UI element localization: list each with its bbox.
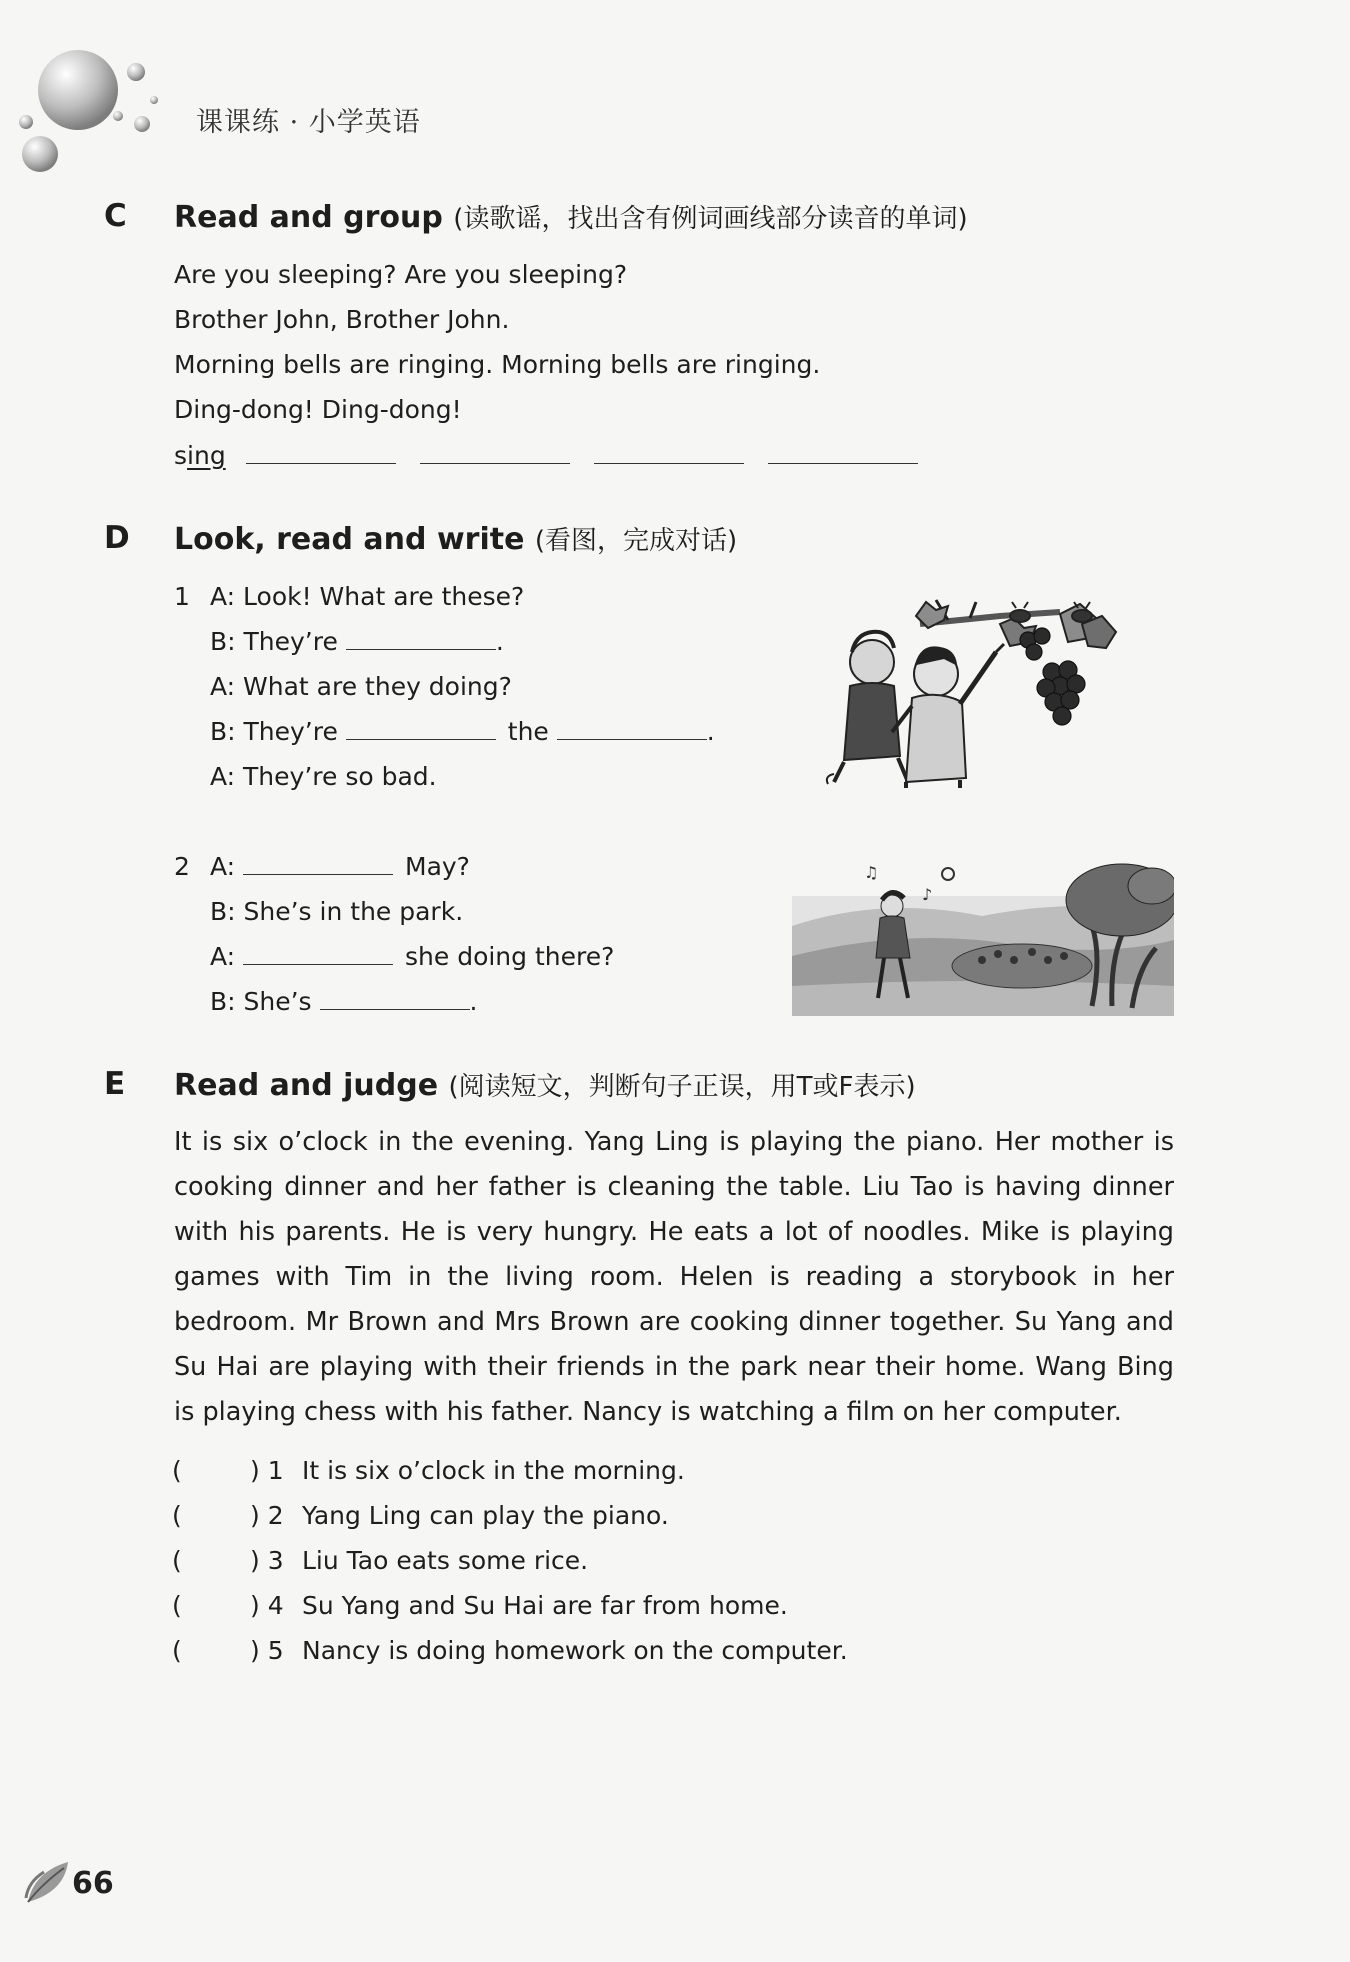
q2-line: B: She’s . <box>210 987 478 1016</box>
section-c-letter: C <box>104 198 127 234</box>
judge-item: ( ) 3 Liu Tao eats some rice. <box>172 1546 589 1575</box>
song-line: Brother John, Brother John. <box>174 305 510 334</box>
example-word-row <box>174 441 918 470</box>
boys-looking-at-grapes-illustration <box>820 594 1140 790</box>
section-e-title-zh: (阅读短文，判断句子正误，用T或F表示) <box>448 1072 916 1102</box>
q1-line: A: They’re so bad. <box>210 762 437 791</box>
q2-number: 2 <box>174 852 190 881</box>
section-c-title-zh: (读歌谣，找出含有例词画线部分读音的单词) <box>453 204 968 234</box>
girl-in-park-illustration <box>792 856 1174 1016</box>
answer-blank[interactable] <box>346 627 496 650</box>
svg-text:♪: ♪ <box>922 885 933 904</box>
page-number: 66 <box>72 1866 114 1901</box>
judge-item: ( ) 5 Nancy is doing homework on the computer. <box>172 1636 848 1665</box>
q1-line: B: They’re the . <box>210 717 715 746</box>
judge-item: ( ) 1 It is six o’clock in the morning. <box>172 1456 685 1485</box>
section-e-title <box>174 1066 916 1103</box>
answer-blank[interactable] <box>243 942 393 965</box>
answer-blank[interactable] <box>320 987 470 1010</box>
leaf-icon <box>24 1858 74 1906</box>
section-d-title <box>174 520 737 557</box>
q2-line: A: she doing there? <box>210 942 615 971</box>
section-d-letter: D <box>104 520 130 556</box>
answer-blank[interactable] <box>346 717 496 740</box>
q1-line: A: Look! What are these? <box>210 582 525 611</box>
section-d-title-en: Look, read and write <box>174 522 525 557</box>
song-line: Ding-dong! Ding-dong! <box>174 395 462 424</box>
section-e-letter: E <box>104 1066 126 1102</box>
example-word-underlined-part: ing <box>187 441 226 470</box>
answer-blank[interactable] <box>420 441 570 464</box>
q1-line: A: What are they doing? <box>210 672 512 701</box>
section-c-title <box>174 198 968 235</box>
bubbles-icon <box>14 44 164 184</box>
section-d-title-zh: (看图，完成对话) <box>534 526 738 556</box>
q1-number: 1 <box>174 582 190 611</box>
section-e-title-en: Read and judge <box>174 1068 439 1103</box>
answer-blank[interactable] <box>246 441 396 464</box>
answer-blank[interactable] <box>768 441 918 464</box>
q2-line: A: May? <box>210 852 470 881</box>
section-c-title-en: Read and group <box>174 200 443 235</box>
reading-passage: It is six o’clock in the evening. Yang Ling is playing the piano. Her mother is cooking dinner and her father is cleaning the table. Liu Tao is having dinner with his parents. He is very hungry. He eats a lot of noodles. Mike is playing games with Tim in the living room. Helen is reading a storybook in her bedroom. Mr Brown and Mrs Brown are cooking dinner together. Su Yang and Su Hai are playing with their friends in the park near their home. Wang Bing is playing chess with his father. Nancy is watching a film on her computer. <box>174 1127 1174 1427</box>
q1-line: B: They’re . <box>210 627 504 656</box>
header-title: 课课练 · 小学英语 <box>196 107 421 138</box>
svg-text:♫: ♫ <box>864 863 879 882</box>
judge-item: ( ) 2 Yang Ling can play the piano. <box>172 1501 669 1530</box>
answer-blank[interactable] <box>557 717 707 740</box>
q2-line: B: She’s in the park. <box>210 897 464 926</box>
song-line: Morning bells are ringing. Morning bells are ringing. <box>174 350 821 379</box>
judge-item: ( ) 4 Su Yang and Su Hai are far from home. <box>172 1591 788 1620</box>
answer-blank[interactable] <box>594 441 744 464</box>
example-word: sing <box>174 441 226 470</box>
answer-blank[interactable] <box>243 852 393 875</box>
song-line: Are you sleeping? Are you sleeping? <box>174 260 628 289</box>
